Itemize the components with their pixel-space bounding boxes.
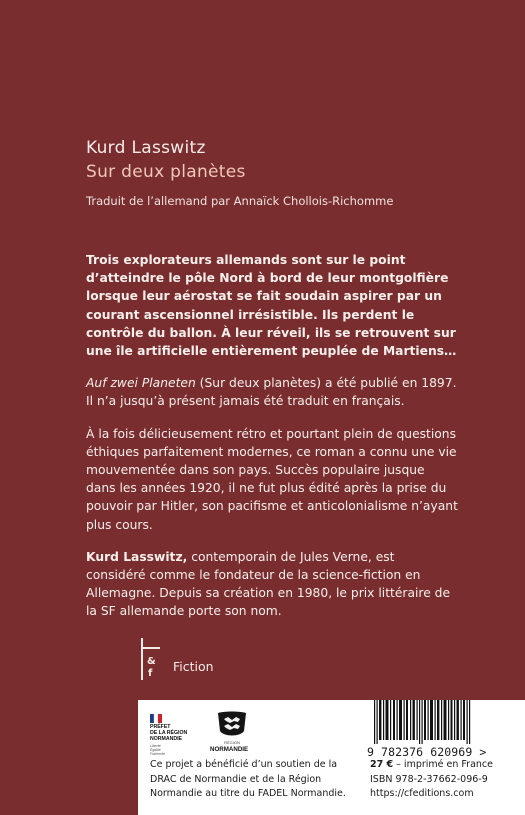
publication-info [370, 758, 520, 802]
french-flag-icon [150, 714, 162, 723]
original-title: Auf zwei Planeten [86, 376, 196, 391]
publisher-logo-icon [140, 638, 162, 680]
book-title: Sur deux planètes [86, 162, 246, 182]
blurb-intro: Trois explorateurs allemands sont sur le point d’atteindre le pôle Nord à bord de leur montgolfière lorsque leur aérostat se fait soudain aspirer par un courant ascensionnel irrésistible. Ils perdent le contrôle du ballon. À leur réveil, ils se retrouvent sur une île artificielle entièrement peuplée de Martiens… [86, 253, 457, 359]
svg-text:f: f [148, 668, 153, 679]
region-name: NORMANDIE [210, 746, 249, 753]
history-text: (Sur deux planètes) a été publié en 1897. Il n’a jusqu’à présent jamais été traduit en français. [86, 376, 457, 409]
prefet-logo [150, 714, 208, 754]
isbn-line: ISBN 978-2-37662-096-9 [370, 773, 488, 785]
svg-text:&: & [147, 656, 156, 667]
region-label: RÉGION [224, 740, 240, 745]
author-name: Kurd Lasswitz [86, 138, 206, 158]
prefet-text: PRÉFET DE LA RÉGION NORMANDIE [150, 724, 188, 742]
price: 27 € [370, 759, 394, 770]
lions-emblem-icon [214, 711, 250, 739]
funding-credit: Ce projet a bénéficié d’un soutien de la DRAC de Normandie et de la Région Normandie au titre du FADEL Normandie. [150, 759, 346, 800]
isbn-digits: 9 782376 620969 > [367, 745, 487, 759]
printed-in: – imprimé en France [393, 759, 493, 770]
translator-credit: Traduit de l’allemand par Annaïck Chollois-Richomme [86, 194, 394, 208]
collection-genre: Fiction [173, 659, 214, 674]
prefet-motto: Liberté Égalité Fraternité [150, 744, 165, 756]
region-normandie-logo [212, 711, 252, 755]
publisher-website: https://cfeditions.com [370, 788, 474, 800]
legal-panel [138, 700, 525, 815]
bio-text: contemporain de Jules Verne, est considéré comme le fondateur de la science-fiction en Allemagne. Depuis sa création en 1980, le prix littéraire de la SF allemande porte son nom. [86, 549, 451, 619]
back-cover-blurb [86, 251, 458, 621]
blurb-history [86, 374, 458, 410]
bio-author-name: Kurd Lasswitz, [86, 549, 188, 564]
price-line [370, 758, 520, 773]
blurb-context: À la fois délicieusement rétro et pourtant plein de questions éthiques parfaitement modernes, ce roman a connu une vie mouvementée dans son pays. Succès populaire jusque dans les années 1920, il ne fut plus édité après la prise du pouvoir par Hitler, son pacifisme et anticolonialisme n’ayant plus cours. [86, 426, 458, 532]
blurb-author-bio [86, 548, 458, 621]
